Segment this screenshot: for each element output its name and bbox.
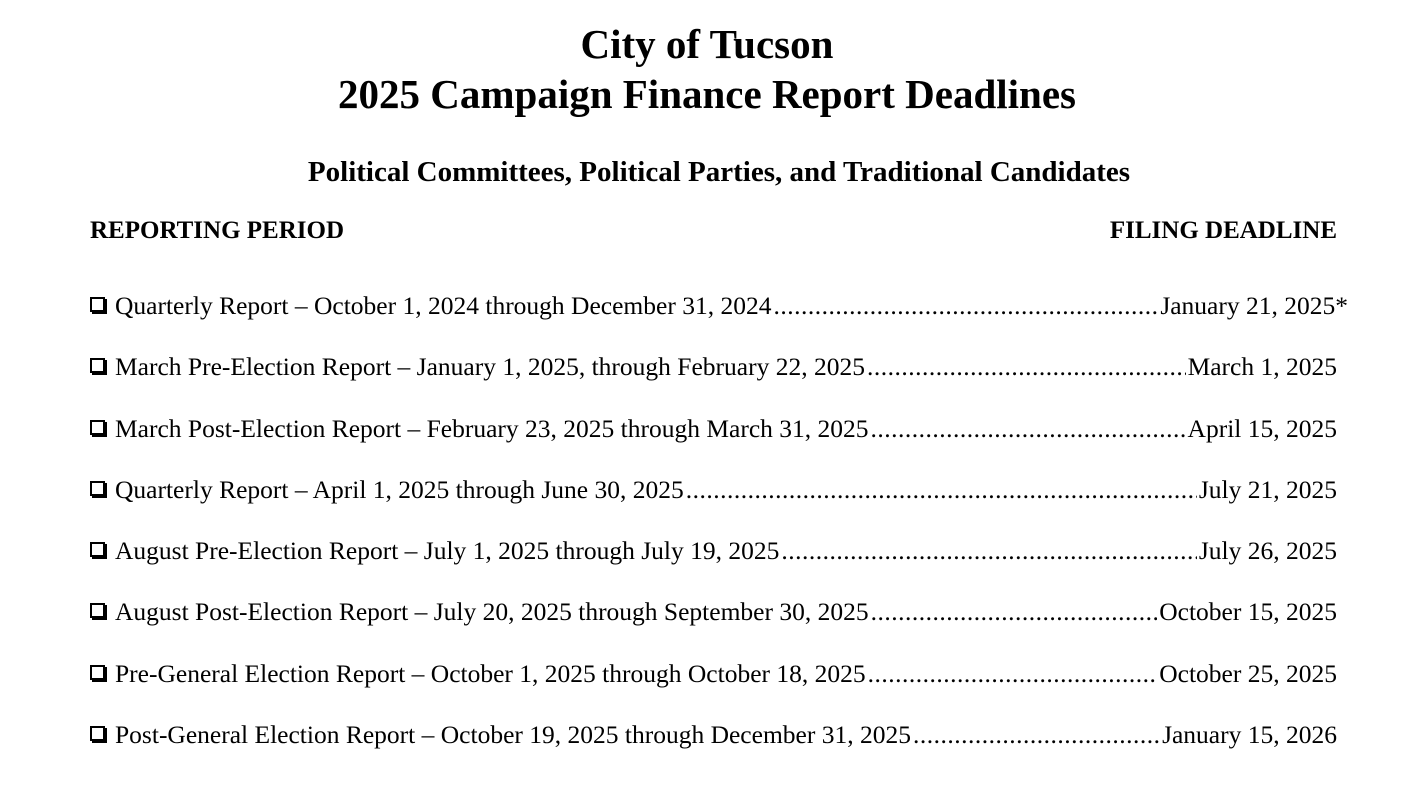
reporting-period: Post-General Election Report – October 19, 2025 through December 31, 2025	[115, 720, 911, 750]
dot-leader	[871, 594, 1158, 630]
report-row	[90, 288, 1348, 349]
dot-leader	[686, 472, 1197, 508]
report-row	[90, 594, 1348, 655]
filing-deadline: January 15, 2026	[1162, 720, 1337, 750]
checkbox-icon[interactable]	[90, 481, 105, 496]
filing-deadline: January 21, 2025*	[1160, 291, 1348, 320]
checkbox-icon[interactable]	[90, 665, 105, 680]
dot-leader	[773, 288, 1158, 324]
reporting-period: Pre-General Election Report – October 1, 2025 through October 18, 2025	[115, 658, 866, 688]
report-row	[90, 533, 1348, 594]
filing-deadline: July 21, 2025	[1198, 474, 1337, 504]
dot-leader	[871, 411, 1186, 447]
report-list	[90, 288, 1348, 778]
dot-leader	[781, 533, 1196, 569]
dot-leader	[868, 656, 1158, 692]
document-title-line1: City of Tucson	[580, 21, 834, 67]
reporting-period: August Pre-Election Report – July 1, 2025 through July 19, 2025	[115, 536, 780, 566]
filing-deadline: October 25, 2025	[1159, 658, 1337, 688]
document-title-line2: 2025 Campaign Finance Report Deadlines	[338, 71, 1076, 117]
dot-leader	[913, 717, 1160, 753]
report-row	[90, 656, 1348, 717]
filing-deadline: July 26, 2025	[1198, 536, 1337, 566]
reporting-period: Quarterly Report – April 1, 2025 through June 30, 2025	[115, 474, 684, 504]
filing-deadline-header: FILING DEADLINE	[1109, 217, 1337, 244]
filing-deadline: March 1, 2025	[1187, 352, 1337, 382]
filing-deadline: April 15, 2025	[1187, 413, 1337, 443]
report-row	[90, 411, 1348, 472]
report-row	[90, 717, 1348, 778]
reporting-period: March Pre-Election Report – January 1, 2025, through February 22, 2025	[115, 352, 865, 382]
reporting-period: March Post-Election Report – February 23, 2025 through March 31, 2025	[115, 413, 869, 443]
report-row	[90, 349, 1348, 410]
checkbox-icon[interactable]	[90, 420, 105, 435]
checkbox-icon[interactable]	[90, 726, 105, 741]
checkbox-icon[interactable]	[90, 603, 105, 618]
reporting-period: Quarterly Report – October 1, 2024 through December 31, 2024	[115, 291, 772, 320]
checkbox-icon[interactable]	[90, 297, 105, 312]
reporting-period-header: REPORTING PERIOD	[90, 217, 345, 244]
checkbox-icon[interactable]	[90, 542, 105, 557]
checkbox-icon[interactable]	[90, 358, 105, 373]
dot-leader	[867, 349, 1186, 385]
document-subtitle: Political Committees, Political Parties, and Traditional Candidates	[307, 156, 1131, 188]
reporting-period: August Post-Election Report – July 20, 2025 through September 30, 2025	[115, 597, 869, 627]
filing-deadline: October 15, 2025	[1159, 597, 1337, 627]
report-row	[90, 472, 1348, 533]
